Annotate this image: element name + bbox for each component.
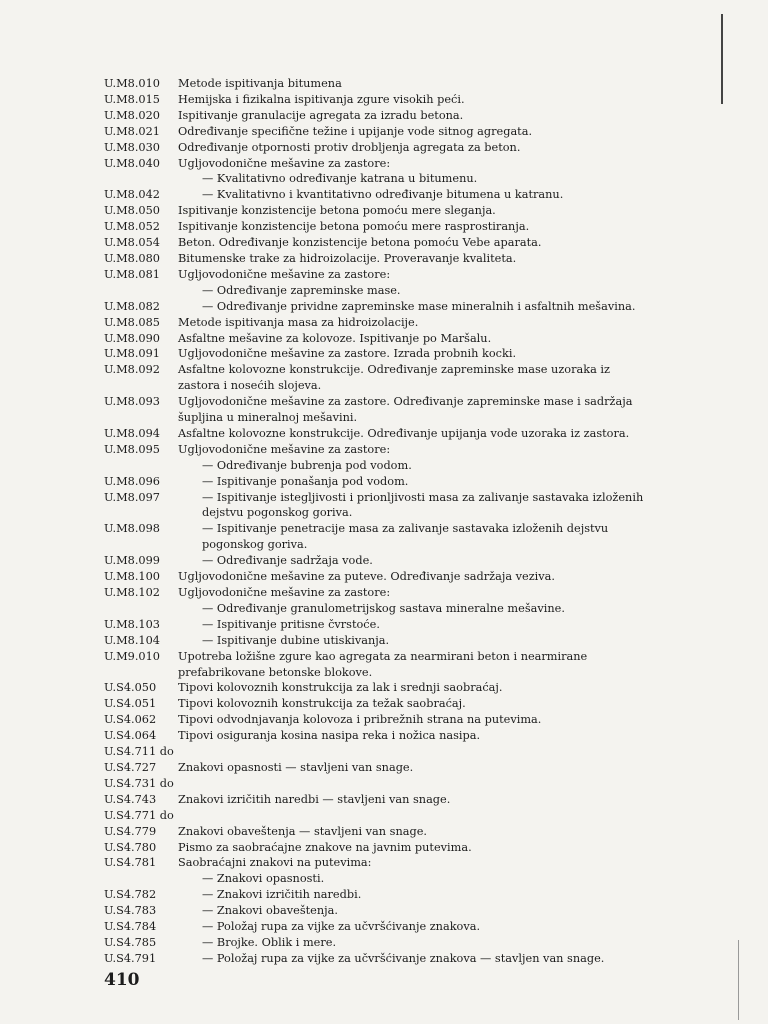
standard-code: U.M8.054 [104,236,160,250]
standard-code: U.M8.010 [104,77,160,90]
standard-code: U.S4.062 [104,713,157,727]
standard-code: U.M8.020 [104,108,160,122]
list-item [104,903,649,919]
list-item [104,76,649,92]
standard-title: — Znakovi izričitih naredbi. [202,888,362,902]
standard-code: U.S4.784 [104,920,157,934]
list-item [104,267,649,283]
standard-code: U.S4.780 [104,840,157,854]
standard-title [178,808,649,824]
standard-code: U.M8.094 [104,426,160,440]
list-item [104,792,649,808]
list-item [104,331,649,347]
standard-title: — Znakovi opasnosti. [202,872,325,886]
standard-title: Ugljovodonične mešavine za zastore. Izrada probnih kocki. [178,347,517,361]
standard-code [104,601,178,617]
list-item [104,108,649,124]
standard-title: Ugljovodonične mešavine za zastore: [178,442,391,456]
standard-code [104,458,178,474]
standard-title: Ispitivanje konzistencije betona pomoću mere rasprostiranja. [178,220,530,234]
standard-code: U.S4.064 [104,729,157,743]
standard-code: U.S4.785 [104,935,157,949]
standard-code: U.M8.103 [104,617,160,631]
standard-code: U.M8.091 [104,347,160,361]
list-item [104,808,649,824]
list-item [104,203,649,219]
list-item [104,935,649,951]
standard-code: U.S4.743 [104,792,157,806]
standard-code [104,871,178,887]
list-item [104,776,649,792]
standard-code: U.S4.783 [104,904,157,918]
standard-title: Ugljovodonične mešavine za zastore: [178,156,391,170]
list-item [104,824,649,840]
list-item [104,156,649,172]
list-item [104,458,649,474]
standard-code: U.S4.779 [104,824,157,838]
standard-title: Asfaltne kolovozne konstrukcije. Određivanje upijanja vode uzoraka iz zastora. [178,426,630,440]
standard-title: — Ispitivanje dubine utiskivanja. [202,633,390,647]
standard-title: Beton. Određivanje konzistencije betona pomoću Vebe aparata. [178,236,542,250]
list-item [104,760,649,776]
list-item [104,696,649,712]
list-item [104,490,649,522]
list-item [104,251,649,267]
standard-code: U.M8.040 [104,156,160,170]
standard-title: Tipovi osiguranja kosina nasipa reka i nožica nasipa. [178,729,481,743]
standards-list [104,76,649,967]
standard-code [104,283,178,299]
standard-title: — Položaj rupa za vijke za učvršćivanje znakova. [202,920,481,934]
list-item [104,855,649,871]
standard-code: U.M8.096 [104,474,160,488]
standard-code: U.S4.731 do [104,776,174,790]
list-item [104,871,649,887]
list-item [104,92,649,108]
standard-code: U.M8.085 [104,315,160,329]
standard-code: U.M8.104 [104,633,160,647]
standard-code: U.M8.082 [104,299,160,313]
standard-code: U.S4.782 [104,888,157,902]
standard-code: U.M8.095 [104,442,160,456]
standard-title: — Ispitivanje ponašanja pod vodom. [202,474,409,488]
list-item [104,887,649,903]
list-item [104,617,649,633]
standard-title: Metode ispitivanja bitumena [178,77,342,90]
standard-code: U.S4.771 do [104,808,174,822]
standard-title: Metode ispitivanja masa za hidroizolacije. [178,315,419,329]
standard-code: U.M8.042 [104,188,160,202]
standard-title: — Znakovi obaveštenja. [202,904,338,918]
list-item [104,840,649,856]
standard-title: Ispitivanje konzistencije betona pomoću mere sleganja. [178,204,496,218]
list-item [104,919,649,935]
standard-title: Određivanje specifične težine i upijanje vode sitnog agregata. [178,124,533,138]
list-item [104,394,649,426]
standard-title: — Položaj rupa za vijke za učvršćivanje znakova — stavljen van snage. [202,951,605,965]
standard-code: U.M9.010 [104,649,160,663]
standard-title: Ispitivanje granulacije agregata za izradu betona. [178,108,464,122]
list-item [104,426,649,442]
standard-code: U.S4.781 [104,856,157,870]
list-item [104,951,649,967]
standard-title: Hemijska i fizikalna ispitivanja zgure visokih peći. [178,92,465,106]
list-item [104,124,649,140]
standard-code: U.S4.050 [104,681,157,695]
list-item [104,315,649,331]
list-item [104,712,649,728]
standard-title: — Određivanje granulometrijskog sastava mineralne mešavine. [202,601,565,615]
page-number: 410 [104,970,140,990]
standard-title: Tipovi odvodnjavanja kolovoza i pribrežnih strana na putevima. [178,713,542,727]
standard-title: Tipovi kolovoznih konstrukcija za lak i srednji saobraćaj. [178,681,503,695]
standard-code: U.S4.727 [104,760,157,774]
standard-title: — Određivanje sadržaja vode. [202,554,373,568]
standard-code: U.M8.102 [104,586,160,599]
list-item [104,283,649,299]
standard-title: Znakovi izričitih naredbi — stavljeni van snage. [178,792,451,806]
margin-mark [721,14,723,104]
standard-title: Znakovi opasnosti — stavljeni van snage. [178,760,414,774]
standard-code: U.M8.090 [104,331,160,345]
list-item [104,442,649,458]
standard-title: Određivanje otpornosti protiv drobljenja agregata za beton. [178,140,521,154]
standard-code: U.M8.099 [104,554,160,568]
standard-title: Ugljovodonične mešavine za puteve. Određivanje sadržaja veziva. [178,570,556,584]
list-item [104,521,649,553]
standard-title: — Određivanje bubrenja pod vodom. [202,458,412,472]
standard-title: Ugljovodonične mešavine za zastore. Određivanje zapreminske mase i sadržaja šupljina u mineralnoj mešavini. [178,395,633,425]
list-item [104,187,649,203]
list-item [104,474,649,490]
standard-title: — Brojke. Oblik i mere. [202,935,337,949]
standard-code: U.M8.093 [104,395,160,409]
standard-code: U.M8.098 [104,522,160,536]
standard-code: U.M8.052 [104,220,160,234]
standard-title: Asfaltne kolovozne konstrukcije. Određivanje zapreminske mase uzoraka iz zastora i nosećih slojeva. [178,363,610,393]
standard-code: U.M8.081 [104,267,160,281]
list-item [104,601,649,617]
standard-title: Upotreba ložišne zgure kao agregata za nearmirani beton i nearmirane prefabrikovane betonske blokove. [178,649,588,679]
standard-code: U.S4.711 do [104,745,174,759]
standard-title: — Kvalitativno i kvantitativno određivanje bitumena u katranu. [202,188,564,202]
standard-title: Tipovi kolovoznih konstrukcija za težak saobraćaj. [178,697,466,711]
standard-code [104,171,178,187]
standard-code: U.M8.092 [104,363,160,377]
standard-title: Asfaltne mešavine za kolovoze. Ispitivanje po Maršalu. [178,331,492,345]
list-item [104,633,649,649]
margin-mark-bottom [738,940,739,1020]
standard-code: U.M8.021 [104,124,160,138]
list-item [104,553,649,569]
standard-title: Bitumenske trake za hidroizolacije. Proveravanje kvaliteta. [178,251,517,265]
standard-code: U.S4.051 [104,697,157,711]
list-item [104,346,649,362]
standard-title: — Ispitivanje istegljivosti i prionljivosti masa za zalivanje sastavaka izloženih dejstvu pogonskog goriva. [202,490,644,520]
list-item [104,569,649,585]
standard-title: — Ispitivanje penetracije masa za zalivanje sastavaka izloženih dejstvu pogonskog goriva. [202,522,609,552]
standard-title: Pismo za saobraćajne znakove na javnim putevima. [178,840,472,854]
standard-title: Znakovi obaveštenja — stavljeni van snage. [178,824,427,838]
standard-title: Ugljovodonične mešavine za zastore: [178,586,391,599]
list-item [104,299,649,315]
standard-title: — Ispitivanje pritisne čvrstoće. [202,617,380,631]
standard-title: — Određivanje prividne zapreminske mase mineralnih i asfaltnih mešavina. [202,299,636,313]
standard-title [178,744,649,760]
list-item [104,680,649,696]
standard-title: Ugljovodonične mešavine za zastore: [178,267,391,281]
standard-title [178,776,649,792]
standard-code: U.M8.030 [104,140,160,154]
list-item [104,171,649,187]
list-item [104,219,649,235]
list-item [104,140,649,156]
list-item [104,649,649,681]
list-item [104,728,649,744]
standard-code: U.S4.791 [104,951,157,965]
standard-title: — Kvalitativno određivanje katrana u bitumenu. [202,172,478,186]
list-item [104,744,649,760]
standard-title: Saobraćajni znakovi na putevima: [178,856,372,870]
standard-code: U.M8.050 [104,204,160,218]
standard-code: U.M8.100 [104,570,160,584]
list-item [104,362,649,394]
standard-title: — Određivanje zapreminske mase. [202,283,401,297]
standard-code: U.M8.015 [104,92,160,106]
standard-code: U.M8.097 [104,490,160,504]
list-item [104,235,649,251]
standard-code: U.M8.080 [104,251,160,265]
list-item [104,585,649,601]
